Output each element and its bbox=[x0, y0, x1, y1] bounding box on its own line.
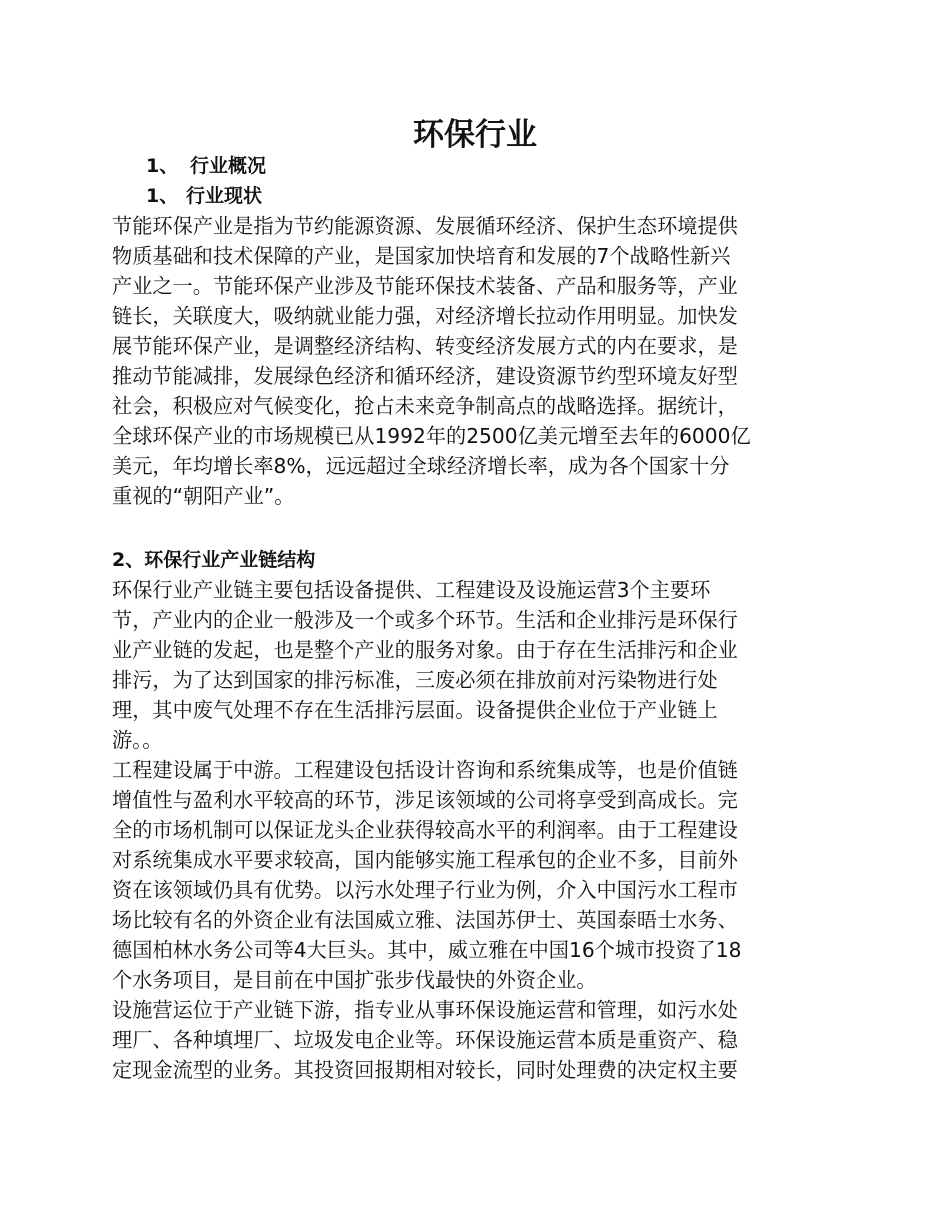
text-line: 资在该领域仍具有优势。以污水处理子行业为例，介入中国污水工程市 bbox=[112, 878, 738, 902]
subsection-number: 1、 bbox=[146, 185, 179, 207]
text-line: 环保行业产业链主要包括设备提供、工程建设及设施运营3个主要环 bbox=[112, 578, 711, 602]
text-line: 全的市场机制可以保证龙头企业获得较高水平的利润率。由于工程建设 bbox=[112, 818, 738, 842]
text-line: 节能环保产业是指为节约能源资源、发展循环经济、保护生态环境提供 bbox=[112, 214, 738, 238]
subsection-label: 行业现状 bbox=[186, 185, 263, 207]
text-line: 理厂、各种填埋厂、垃圾发电企业等。环保设施运营本质是重资产、稳 bbox=[112, 1028, 738, 1052]
text-line: 物质基础和技术保障的产业，是国家加快培育和发展的7个战略性新兴 bbox=[112, 244, 731, 268]
text-line: 展节能环保产业，是调整经济结构、转变经济发展方式的内在要求，是 bbox=[112, 334, 738, 358]
text-line: 链长，关联度大，吸纳就业能力强，对经济增长拉动作用明显。加快发 bbox=[112, 304, 738, 328]
text-line: 场比较有名的外资企业有法国威立雅、法国苏伊士、英国泰晤士水务、 bbox=[112, 908, 738, 932]
text-line: 工程建设属于中游。工程建设包括设计咨询和系统集成等，也是价值链 bbox=[112, 758, 738, 782]
page-title: 环保行业 bbox=[413, 117, 537, 153]
text-line: 美元，年均增长率8%，远远超过全球经济增长率，成为各个国家十分 bbox=[112, 454, 730, 478]
text-line: 增值性与盈利水平较高的环节，涉足该领域的公司将享受到高成长。完 bbox=[112, 788, 738, 812]
section-heading-chain: 2、环保行业产业链结构 bbox=[112, 549, 316, 571]
text-line: 产业之一。节能环保产业涉及节能环保技术装备、产品和服务等，产业 bbox=[112, 274, 738, 298]
section-heading-overview bbox=[146, 152, 266, 180]
section-label: 行业概况 bbox=[190, 155, 267, 177]
text-line: 排污，为了达到国家的排污标准，三废必须在排放前对污染物进行处 bbox=[112, 668, 718, 692]
subsection-heading-status bbox=[146, 182, 262, 210]
text-line: 个水务项目，是目前在中国扩张步伐最快的外资企业。 bbox=[112, 968, 597, 992]
text-line: 理，其中废气处理不存在生活排污层面。设备提供企业位于产业链上 bbox=[112, 698, 718, 722]
text-line: 推动节能减排，发展绿色经济和循环经济，建设资源节约型环境友好型 bbox=[112, 364, 738, 388]
text-line: 对系统集成水平要求较高，国内能够实施工程承包的企业不多，目前外 bbox=[112, 848, 738, 872]
text-line: 重视的“朝阳产业”。 bbox=[112, 484, 295, 508]
text-line: 德国柏林水务公司等4大巨头。其中，威立雅在中国16个城市投资了18 bbox=[112, 938, 742, 962]
text-line: 游。。 bbox=[112, 728, 163, 752]
text-line: 业产业链的发起，也是整个产业的服务对象。由于存在生活排污和企业 bbox=[112, 638, 738, 662]
text-line: 设施营运位于产业链下游，指专业从事环保设施运营和管理，如污水处 bbox=[112, 998, 738, 1022]
section-number: 1、 bbox=[146, 155, 179, 177]
text-line: 节，产业内的企业一般涉及一个或多个环节。生活和企业排污是环保行 bbox=[112, 608, 738, 632]
text-line: 全球环保产业的市场规模已从1992年的2500亿美元增至去年的6000亿 bbox=[112, 424, 751, 448]
text-line: 定现金流型的业务。其投资回报期相对较长，同时处理费的决定权主要 bbox=[112, 1058, 738, 1082]
text-line: 社会，积极应对气候变化，抢占未来竞争制高点的战略选择。据统计， bbox=[112, 394, 738, 418]
